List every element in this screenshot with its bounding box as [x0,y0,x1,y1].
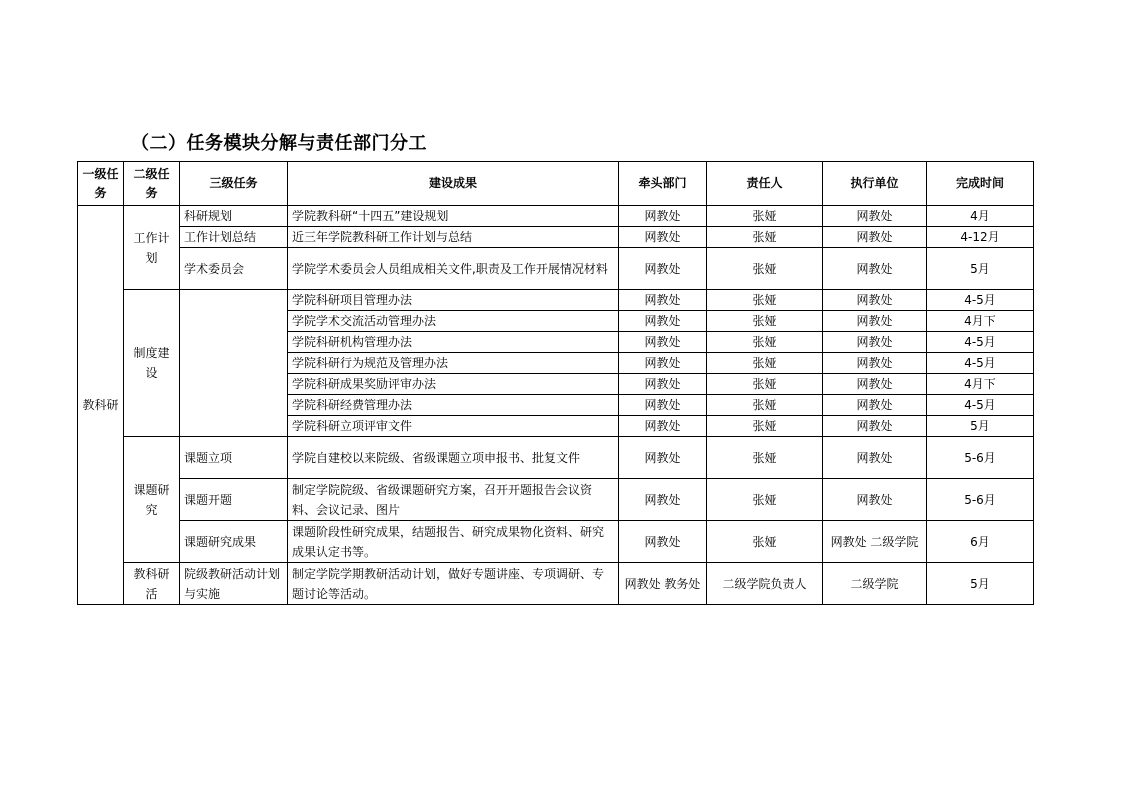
person-cell: 张娅 [707,353,823,374]
unit-cell: 网教处 [823,290,927,311]
table-row [78,227,1034,248]
result-cell: 学院科研经费管理办法 [288,395,619,416]
table-row [78,206,1034,227]
person-cell: 张娅 [707,206,823,227]
time-cell: 4月下 [927,374,1034,395]
lead-cell: 网教处 [619,248,707,290]
group-cell-system: 制度建设 [124,290,180,437]
task-cell: 院级教研活动计划与实施 [180,563,288,605]
person-cell: 二级学院负责人 [707,563,823,605]
result-cell: 学院学术委员会人员组成相关文件,职责及工作开展情况材料 [288,248,619,290]
table-row [78,479,1034,521]
group-cell-activity: 教科研活 [124,563,180,605]
unit-cell: 网教处 [823,248,927,290]
result-cell: 制定学院学期教研活动计划，做好专题讲座、专项调研、专题讨论等活动。 [288,563,619,605]
time-cell: 4月下 [927,311,1034,332]
lead-cell: 网教处 [619,311,707,332]
person-cell: 张娅 [707,227,823,248]
table-row [78,290,1034,311]
person-cell: 张娅 [707,248,823,290]
result-cell: 学院科研行为规范及管理办法 [288,353,619,374]
result-cell: 学院科研项目管理办法 [288,290,619,311]
header-level2: 二级任务 [124,162,180,206]
person-cell: 张娅 [707,290,823,311]
time-cell: 5月 [927,416,1034,437]
level1-cell: 教科研 [78,206,124,605]
lead-cell: 网教处 [619,332,707,353]
header-row [78,162,1034,206]
result-cell: 学院科研机构管理办法 [288,332,619,353]
person-cell: 张娅 [707,416,823,437]
task-cell: 课题立项 [180,437,288,479]
task-cell: 工作计划总结 [180,227,288,248]
time-cell: 5-6月 [927,437,1034,479]
header-time: 完成时间 [927,162,1034,206]
header-lead: 牵头部门 [619,162,707,206]
unit-cell: 网教处 [823,437,927,479]
header-level3: 三级任务 [180,162,288,206]
lead-cell: 网教处 [619,521,707,563]
person-cell: 张娅 [707,437,823,479]
table-row [78,563,1034,605]
person-cell: 张娅 [707,332,823,353]
lead-cell: 网教处 [619,353,707,374]
time-cell: 5月 [927,248,1034,290]
result-cell: 近三年学院教科研工作计划与总结 [288,227,619,248]
result-cell: 制定学院院级、省级课题研究方案，召开开题报告会议资料、会议记录、图片 [288,479,619,521]
time-cell: 4-5月 [927,353,1034,374]
result-cell: 课题阶段性研究成果，结题报告、研究成果物化资料、研究成果认定书等。 [288,521,619,563]
table-row [78,437,1034,479]
unit-cell: 网教处 [823,311,927,332]
task-cell: 科研规划 [180,206,288,227]
result-cell: 学院学术交流活动管理办法 [288,311,619,332]
person-cell: 张娅 [707,479,823,521]
lead-cell: 网教处 教务处 [619,563,707,605]
group-cell-research: 课题研究 [124,437,180,563]
task-table [77,161,1034,605]
task-cell: 课题开题 [180,479,288,521]
task-cell: 学术委员会 [180,248,288,290]
person-cell: 张娅 [707,374,823,395]
time-cell: 6月 [927,521,1034,563]
time-cell: 5-6月 [927,479,1034,521]
lead-cell: 网教处 [619,437,707,479]
lead-cell: 网教处 [619,374,707,395]
unit-cell: 网教处 [823,353,927,374]
person-cell: 张娅 [707,311,823,332]
time-cell: 4月 [927,206,1034,227]
unit-cell: 网教处 [823,479,927,521]
lead-cell: 网教处 [619,416,707,437]
time-cell: 4-5月 [927,290,1034,311]
result-cell: 学院教科研“十四五”建设规划 [288,206,619,227]
lead-cell: 网教处 [619,479,707,521]
result-cell: 学院科研成果奖励评审办法 [288,374,619,395]
unit-cell: 网教处 二级学院 [823,521,927,563]
table-row [78,521,1034,563]
unit-cell: 网教处 [823,332,927,353]
header-result: 建设成果 [288,162,619,206]
time-cell: 4-12月 [927,227,1034,248]
result-cell: 学院科研立项评审文件 [288,416,619,437]
unit-cell: 网教处 [823,227,927,248]
time-cell: 4-5月 [927,395,1034,416]
header-person: 责任人 [707,162,823,206]
person-cell: 张娅 [707,521,823,563]
lead-cell: 网教处 [619,395,707,416]
unit-cell: 网教处 [823,416,927,437]
header-unit: 执行单位 [823,162,927,206]
unit-cell: 网教处 [823,374,927,395]
page-title: （二）任务模块分解与责任部门分工 [131,133,427,154]
unit-cell: 网教处 [823,206,927,227]
header-level1: 一级任务 [78,162,124,206]
unit-cell: 二级学院 [823,563,927,605]
task-cell: 课题研究成果 [180,521,288,563]
time-cell: 4-5月 [927,332,1034,353]
task-cell [180,290,288,437]
time-cell: 5月 [927,563,1034,605]
lead-cell: 网教处 [619,227,707,248]
group-cell-plan: 工作计划 [124,206,180,290]
lead-cell: 网教处 [619,290,707,311]
result-cell: 学院自建校以来院级、省级课题立项申报书、批复文件 [288,437,619,479]
unit-cell: 网教处 [823,395,927,416]
person-cell: 张娅 [707,395,823,416]
table-row [78,248,1034,290]
lead-cell: 网教处 [619,206,707,227]
